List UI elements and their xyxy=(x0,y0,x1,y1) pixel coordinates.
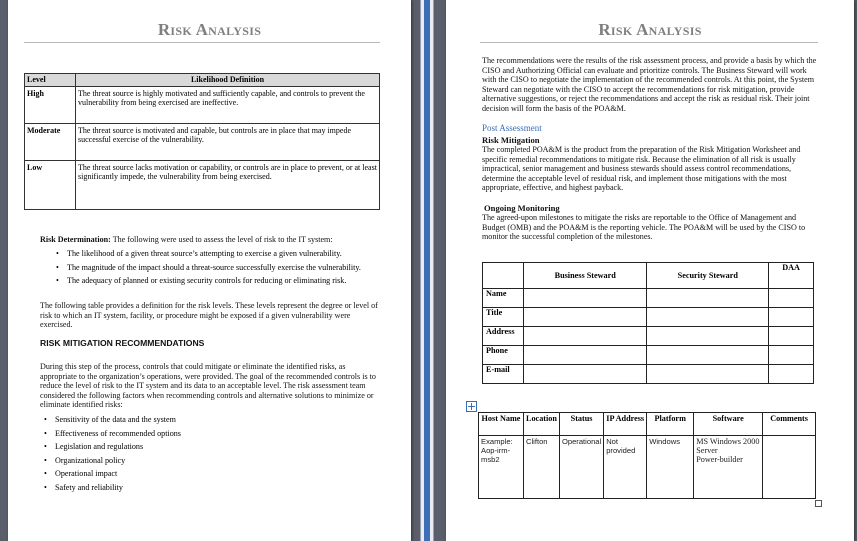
risk-levels-paragraph: The following table provides a definition for the risk levels. These levels represent the degree or level of risk to which an IT system, facility, or procedure might be exposed if a given vulnerability were exercised. xyxy=(40,301,378,330)
host-name-cell: Example: Aop-irm-msb2 xyxy=(479,436,524,499)
table-cell[interactable] xyxy=(524,327,647,346)
table-row xyxy=(483,346,814,365)
table-header-host-name: Host Name xyxy=(479,413,524,436)
table-header-business-steward: Business Steward xyxy=(524,263,647,289)
definition-cell: The threat source is motivated and capable, but controls are in place that may impede successful exercise of the vulnerability. xyxy=(76,124,380,161)
table-header-security-steward: Security Steward xyxy=(647,263,769,289)
likelihood-table xyxy=(24,73,380,210)
table-cell[interactable] xyxy=(769,289,814,308)
status-cell: Operational xyxy=(559,436,603,499)
level-cell: High xyxy=(25,87,76,124)
list-item: • The likelihood of a given threat source’s attempting to exercise a given vulnerability. xyxy=(54,249,374,259)
table-row xyxy=(25,124,380,161)
table-cell[interactable] xyxy=(524,308,647,327)
intro-paragraph: The recommendations were the results of the risk assessment process, and provide a basis by which the CISO and Authorizing Official can evaluate and prioritize controls. The Business Steward will work with the CISO to negotiate the implementation of the recommended controls. At this point, the System Steward can negotiate with the CISO to accept the recommendations for risk mitigation, provide alternative suggestions, or reject the recommendations and accept the risk as residual risk. Their joint decision will form the basis of the POA&M. xyxy=(482,56,817,113)
table-header-level: Level xyxy=(25,74,76,87)
system-table xyxy=(478,412,816,499)
table-header-platform: Platform xyxy=(647,413,694,436)
table-header-software: Software xyxy=(694,413,763,436)
risk-mitigation-heading: Risk Mitigation xyxy=(482,135,540,145)
document-page-2 xyxy=(446,0,854,541)
table-cell[interactable] xyxy=(647,327,769,346)
list-item: • The adequacy of planned or existing security controls for reducing or eliminating risk. xyxy=(54,276,374,286)
list-item: • Effectiveness of recommended options xyxy=(42,429,362,439)
table-header-definition: Likelihood Definition xyxy=(76,74,380,87)
table-cell[interactable] xyxy=(769,308,814,327)
table-row xyxy=(483,327,814,346)
risk-determination-text: The following were used to assess the level of risk to the IT system: xyxy=(110,235,333,244)
level-cell: Low xyxy=(25,161,76,210)
row-label: E-mail xyxy=(483,365,524,384)
comments-cell xyxy=(763,436,816,499)
risk-mitigation-paragraph: The completed POA&M is the product from the preparation of the Risk Mitigation Worksheet and specific remedial recommendations to mitigate risk. Because the elimination of all risk is usually impractical, senior management and business stewards should assess control recommendations, determine the acceptable level of residual risk, and implement those mitigations with the most appropriate, effective, and highest payback. xyxy=(482,145,801,193)
page-title: Risk Analysis xyxy=(598,20,702,39)
table-row xyxy=(479,436,816,499)
table-row xyxy=(479,413,816,436)
table-cell[interactable] xyxy=(769,346,814,365)
level-cell: Moderate xyxy=(25,124,76,161)
post-assessment-heading: Post Assessment xyxy=(482,123,542,133)
mitigation-paragraph: During this step of the process, controls that could mitigate or eliminate the identified risks, as appropriate to the organization’s operations, were provided. The goal of the recommended controls is to reduce the level of risk to the IT system and its data to an acceptable level. The risk assessment team considered the following factors when recommending controls and alternative solutions to minimize or eliminate identified risks: xyxy=(40,362,376,410)
software-cell: MS Windows 2000 Server Power-builder xyxy=(694,436,763,499)
list-item: • Organizational policy xyxy=(42,456,362,466)
table-header-daa: DAA xyxy=(769,263,814,289)
table-cell[interactable] xyxy=(524,346,647,365)
definition-cell: The threat source is highly motivated and sufficiently capable, and controls to prevent the vulnerability from being exercised are ineffective. xyxy=(76,87,380,124)
table-row xyxy=(483,365,814,384)
title-divider xyxy=(480,42,818,43)
ip-address-cell: Not provided xyxy=(604,436,647,499)
mitigation-heading: RISK MITIGATION RECOMMENDATIONS xyxy=(40,338,205,348)
table-resize-handle[interactable] xyxy=(815,500,822,507)
list-item: • Legislation and regulations xyxy=(42,442,362,452)
table-row xyxy=(483,263,814,289)
table-header-status: Status xyxy=(559,413,603,436)
location-cell: Clifton xyxy=(524,436,560,499)
steward-table xyxy=(482,262,814,384)
table-cell[interactable] xyxy=(769,327,814,346)
table-cell[interactable] xyxy=(769,365,814,384)
ongoing-monitoring-paragraph: The agreed-upon milestones to mitigate the risks are reportable to the Office of Management and Budget (OMB) and the POA&M is the reporting vehicle. The POA&M will be used by the CISO to monitor the successful completion of the milestones. xyxy=(482,213,806,242)
risk-determination-label: Risk Determination: xyxy=(40,235,111,244)
page-title: Risk Analysis xyxy=(157,20,262,39)
table-header-location: Location xyxy=(524,413,560,436)
definition-cell: The threat source lacks motivation or capability, or controls are in place to prevent, or at least significantly impede, the vulnerability from being exercised. xyxy=(76,161,380,210)
table-row xyxy=(483,289,814,308)
ongoing-monitoring-heading: Ongoing Monitoring xyxy=(484,203,560,213)
document-page-1 xyxy=(8,0,411,541)
row-label: Address xyxy=(483,327,524,346)
list-item: • Safety and reliability xyxy=(42,483,362,493)
platform-cell: Windows xyxy=(647,436,694,499)
list-item: • The magnitude of the impact should a threat-source successfully exercise the vulnerability. xyxy=(54,263,374,273)
table-row xyxy=(25,87,380,124)
list-item: • Operational impact xyxy=(42,469,362,479)
gutter-bar xyxy=(424,0,430,541)
factors-list xyxy=(42,415,362,497)
table-cell[interactable] xyxy=(524,365,647,384)
list-item: • Sensitivity of the data and the system xyxy=(42,415,362,425)
table-cell[interactable] xyxy=(524,289,647,308)
table-cell[interactable] xyxy=(647,346,769,365)
table-row xyxy=(25,161,380,210)
title-divider xyxy=(24,42,380,43)
table-move-handle-icon[interactable] xyxy=(466,401,477,412)
table-cell[interactable] xyxy=(647,308,769,327)
table-header-ip-address: IP Address xyxy=(604,413,647,436)
table-row xyxy=(483,308,814,327)
risk-determination xyxy=(40,235,380,245)
row-label: Name xyxy=(483,289,524,308)
table-header-blank xyxy=(483,263,524,289)
page-gutter xyxy=(420,0,434,541)
risk-bullet-list xyxy=(54,249,374,290)
table-header-comments: Comments xyxy=(763,413,816,436)
row-label: Title xyxy=(483,308,524,327)
row-label: Phone xyxy=(483,346,524,365)
table-cell[interactable] xyxy=(647,365,769,384)
table-cell[interactable] xyxy=(647,289,769,308)
